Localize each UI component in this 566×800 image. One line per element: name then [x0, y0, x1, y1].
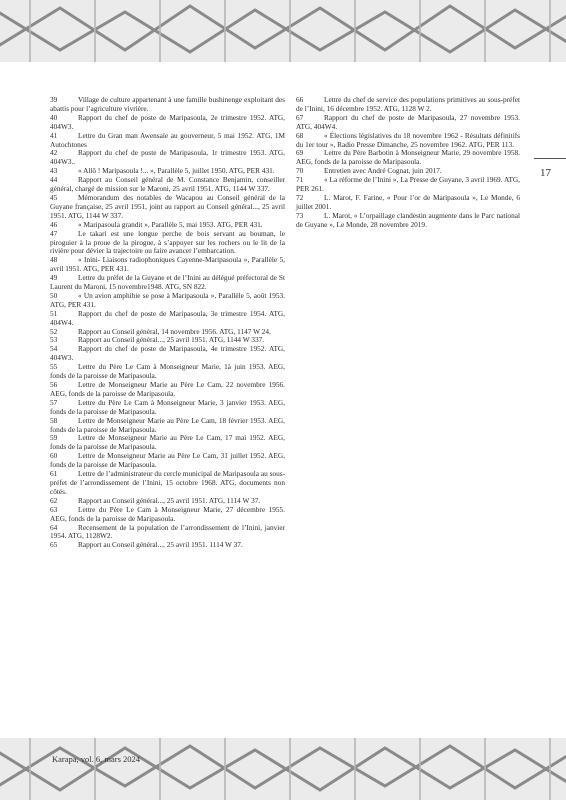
footnote-number: 56: [50, 380, 58, 389]
footnote-number: 65: [50, 540, 58, 550]
footnote-number: 60: [50, 451, 58, 461]
page-number-rule: [534, 158, 566, 159]
footnote-number: 67: [296, 112, 304, 122]
footnote-text: Lettre de Monseigneur Marie au Père Le Cam, 22 novembre 1956. AEG, fonds de la paroisse de Maripasoula.: [50, 380, 285, 398]
footnote: [50, 381, 285, 399]
footnote-text: Lettre de Monseigneur Marie au Père Le Cam, 31 juillet 1952. AEG, fonds de la paroisse de Maripasoula.: [50, 451, 285, 470]
footnote-text: Lettre du préfet de la Guyane et de l’Inini au délégué préfectoral de St Laurent du Maroni, 15 novembre1948. ATG, SN 822.: [50, 273, 285, 292]
footnote-text: Mémorandum des notables de Wacapou au Conseil général de la Guyane française, 25 avril 1951, joint au rapport au Conseil général..., 25 avril 1951. ATG, 1144 W 337.: [50, 192, 285, 220]
footnote: [296, 132, 520, 150]
footnote: [50, 399, 285, 417]
footnote-number: 48: [50, 255, 58, 265]
footnote-text: Le takari est une longue perche de bois servant au bouman, le piroguier à la proue de la pirogue, à s’appuyer sur les rochers ou le lit de la rivière pour dévier la trajectoire ou faire avancer l’embarcation.: [50, 228, 285, 256]
footnote: [50, 292, 285, 310]
footnote-text: Rapport du chef de poste de Maripasoula, 27 novembre 1953. ATG, 404W4.: [296, 112, 520, 131]
footnote-text: Rapport au Conseil général..., 25 avril 1951. 1114 W 37.: [78, 540, 243, 550]
footnote-text: Recensement de la population de l’arrondissement de l’Inini, janvier 1954. ATG, 1128W2.: [50, 522, 285, 541]
footnote-number: 40: [50, 112, 58, 122]
footnote-number: 42: [50, 148, 58, 158]
footnote: [296, 114, 520, 132]
footnote: [50, 524, 285, 542]
footnote-text: « La réforme de l’Inini », La Presse de Guyane, 3 avril 1969. ATG, PER 261.: [296, 175, 520, 194]
footnote-text: L. Marot, « L’orpaillage clandestin augmente dans le Parc national de Guyane », Le Monde, 28 novembre 2019.: [296, 210, 520, 229]
footnote-text: Lettre du Gran man Awensaïe au gouverneur, 5 mai 1952. ATG, 1M Autochtones: [50, 130, 285, 149]
footnote-text: Rapport du chef de poste de Maripasoula, 4e trimestre 1952. ATG, 404W3.: [50, 344, 285, 363]
footnote-text: Rapport du chef de poste de Maripasoula, 3e trimestre 1954. ATG, 404W4.: [50, 308, 285, 327]
notes-column-right: [296, 96, 520, 230]
footnote: [50, 363, 285, 381]
footnote: [50, 470, 285, 497]
footnote-number: 43: [50, 166, 58, 176]
footnote-number: 59: [50, 433, 58, 443]
footer-citation: Karapa, vol. 6, mars 2024: [52, 754, 141, 764]
footnote-number: 49: [50, 273, 58, 283]
footnote-text: Rapport au Conseil général..., 25 avril 1951. ATG, 1114 W 37.: [78, 495, 261, 505]
footnote-number: 50: [50, 290, 58, 300]
footnote-text: Rapport au Conseil général, 14 novembre 1956. ATG, 1147 W 24.: [78, 326, 271, 336]
footnote-number: 46: [50, 219, 58, 229]
footnote-number: 54: [50, 344, 58, 354]
footnote-number: 69: [296, 148, 304, 158]
footnote-number: 45: [50, 192, 58, 202]
footnote: [50, 114, 285, 132]
footnote-number: 44: [50, 175, 58, 185]
footnote-text: Village de culture appartenant à une famille bushinenge exploitant des abattis pour l’agriculture vivrière.: [50, 95, 285, 113]
footnote: [50, 506, 285, 524]
footnote: [50, 176, 285, 194]
footnote-number: 53: [50, 335, 58, 345]
footnote: [296, 96, 520, 114]
footnote-text: « Un avion amphibie se pose à Maripasoula », Parallèle 5, août 1953. ATG, PER 431.: [50, 290, 285, 309]
footnote-number: 63: [50, 504, 58, 514]
footnote-text: Lettre de Monseigneur Marie au Père Le Cam, 17 mai 1952. AEG, fonds de la paroisse de Maripasoula.: [50, 433, 285, 452]
footnote-number: 61: [50, 469, 58, 479]
footnote-text: Lettre de Monseigneur Marie au Père Le Cam, 18 février 1953. AEG, fonds de la paroisse de Maripasoula.: [50, 415, 285, 434]
footnote: [296, 194, 520, 212]
footnote: [296, 149, 520, 167]
footnote-text: Entretien avec André Cognat, juin 2017.: [324, 166, 442, 176]
footnote-number: 70: [296, 166, 304, 176]
footnote: [50, 310, 285, 328]
footnote-text: « Allô ! Maripasoula !... », Parallèle 5, juillet 1950. ATG, PER 431.: [78, 166, 275, 176]
footnote-number: 52: [50, 326, 58, 336]
header-pattern: [0, 0, 566, 62]
footnote-number: 58: [50, 415, 58, 425]
footnote-text: Lettre du Père Barbotin à Monseigneur Marie, 29 novembre 1958. AEG, fonds de la paroisse de Maripasoula.: [296, 148, 520, 167]
footnote: [50, 230, 285, 257]
footnote-text: Lettre de l’administrateur du cercle municipal de Maripasoula au sous-préfet de l’arrondissement de l’Inini, 15 octobre 1968. ATG, documents non côtés.: [50, 469, 285, 496]
footnote: [50, 452, 285, 470]
footnote: [50, 434, 285, 452]
footnote: [50, 345, 285, 363]
footnote-text: Lettre du Père Le Cam à Monseigneur Marie, 1à juin 1953. AEG, fonds de la paroisse de Maripasoula.: [50, 362, 285, 381]
footnote-number: 57: [50, 397, 58, 407]
footnote-number: 55: [50, 362, 58, 372]
footnote-text: Rapport au Conseil général..., 25 avril 1951. ATG, 1144 W 337.: [78, 335, 265, 345]
footnote-number: 68: [296, 130, 304, 140]
footnote: [50, 132, 285, 150]
footnote-number: 72: [296, 192, 304, 202]
footnote-number: 47: [50, 228, 58, 238]
footnote-text: « Inini- Liaisons radiophoniques Cayenne-Maripasoula », Parallèle 5, avril 1951. ATG, PER 431.: [50, 255, 285, 274]
footnote: [50, 256, 285, 274]
footnote-text: Lettre du Père Le Cam à Monseigneur Marie, 3 janvier 1953. AEG, fonds de la paroisse de Maripasoula.: [50, 397, 285, 416]
footnote-number: 73: [296, 210, 304, 220]
footnote-text: Lettre du Père Le Cam à Monseigneur Marie, 27 décembre 1955. AEG, fonds de la paroisse de Maripasoula.: [50, 504, 285, 523]
footnote: [50, 274, 285, 292]
footnote-text: « Élections législatives du 18 novembre 1962 - Résultats définitifs du 1er tour », Radio Presse Dimanche, 25 novembre 1962. ATG, PER 113.: [296, 130, 520, 149]
footnote-number: 39: [50, 95, 58, 104]
notes-column-left: [50, 96, 285, 550]
footnote-number: 62: [50, 495, 58, 505]
footnote-text: Rapport au Conseil général de M. Constance Benjamin, conseiller général, chargé de mission sur le Maroni, 25 avril 1951. ATG, 1144 W 337.: [50, 175, 285, 194]
footnote-text: Rapport du chef de poste de Maripasoula, 2e trimestre 1952. ATG, 404W3.: [50, 112, 285, 131]
footnote: [50, 541, 285, 550]
footnote-number: 51: [50, 308, 58, 318]
footnote-number: 66: [296, 95, 304, 104]
footnote-text: Rapport du chef de poste de Maripasoula, 1r trimestre 1953. ATG, 404W3..: [50, 148, 285, 167]
footnote-number: 64: [50, 522, 58, 532]
footnote: [296, 176, 520, 194]
footnote: [50, 417, 285, 435]
footnote: [50, 149, 285, 167]
footnote-number: 41: [50, 130, 58, 140]
footnote-text: Lettre du chef de service des populations primitives au sous-préfet de l’Inini, 16 décembre 1952. ATG, 1128 W 2.: [296, 95, 520, 113]
footnote: [50, 96, 285, 114]
footer-pattern: [0, 738, 566, 800]
footnote-text: « Maripasoula grandit », Parallèle 5, mai 1953. ATG, PER 431.: [78, 219, 263, 229]
footnote: [296, 212, 520, 230]
footnote-text: L. Marot, F. Farine, « Pour l’or de Maripasoula », Le Monde, 6 juillet 2001.: [296, 192, 520, 211]
footnote-number: 71: [296, 175, 304, 185]
page-number: 17: [540, 167, 551, 179]
footnote: [50, 194, 285, 221]
